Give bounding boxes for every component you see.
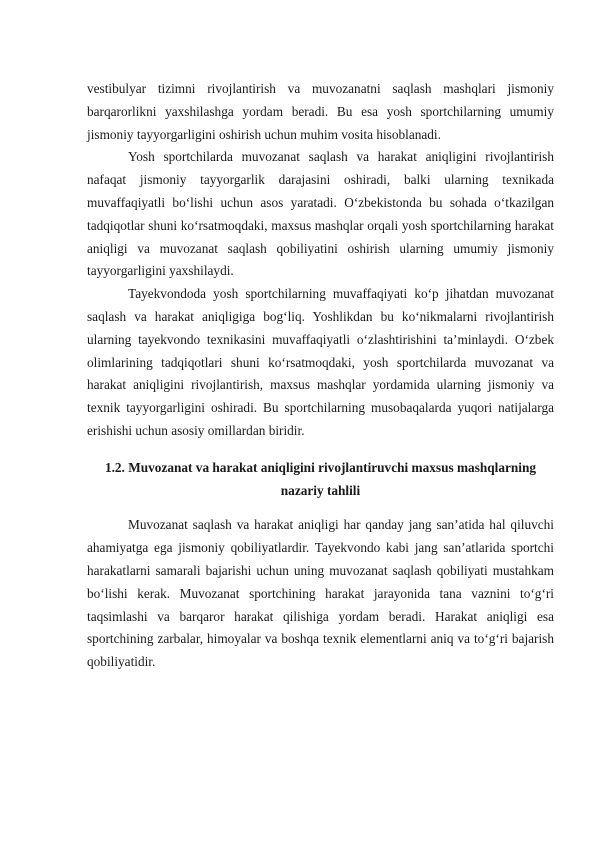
- paragraph-3: Tayekvondoda yosh sportchilarning muvaffaqiyati ko‘p jihatdan muvozanat saqlash va harakat aniqligiga bog‘liq. Yoshlikdan bu ko‘nikmalarni rivojlantirish ularning tayekvondo texnikasini muvaffaqiyatli o‘zlashtirishini ta’minlaydi. O‘zbek olimlarining tadqiqotlari shuni ko‘rsatmoqdaki, yosh sportchilarda muvozanat va harakat aniqligini rivojlantirish, maxsus mashqlar yordamida ularning jismoniy va texnik tayyorgarligini oshiradi. Bu sportchilarning musobaqalarda yuqori natijalarga erishishi uchun asosiy omillardan biridir.: [87, 286, 554, 438]
- paragraph-2: Yosh sportchilarda muvozanat saqlash va harakat aniqligini rivojlantirish nafaqat jismoniy tayyorgarlik darajasini oshiradi, balki ularning texnikada muvaffaqiyatli bo‘lishi uchun asos yaratadi. O‘zbekistonda bu sohada o‘tkazilgan tadqiqotlar shuni ko‘rsatmoqdaki, maxsus mashqlar orqali yosh sportchilarning harakat aniqligi va muvozanat saqlash qobiliyatini oshirish ularning umumiy jismoniy tayyorgarligini yaxshilaydi.: [87, 149, 554, 279]
- document-page: [87, 78, 554, 674]
- paragraph-1: vestibulyar tizimni rivojlantirish va muvozanatni saqlash mashqlari jismoniy barqarorlikni yaxshilashga yordam beradi. Bu esa yosh sportchilarning umumiy jismoniy tayyorgarligini oshirish uchun muhim vosita hisoblanadi.: [87, 81, 554, 142]
- paragraph-4: Muvozanat saqlash va harakat aniqligi har qanday jang san’atida hal qiluvchi ahamiyatga ega jismoniy qobiliyatlardir. Tayekvondo kabi jang san’atlarida sportchi harakatlarni samarali bajarishi uchun uning muvozanat saqlash qobiliyati mustahkam bo‘lishi kerak. Muvozanat sportchining harakat jarayonida tana vaznini to‘g‘ri taqsimlashi va barqaror harakat qilishiga yordam beradi. Harakat aniqligi esa sportchining zarbalar, himoyalar va boshqa texnik elementlarni aniq va to‘g‘ri bajarish qobiliyatidir.: [87, 517, 554, 670]
- section-heading: 1.2. Muvozanat va harakat aniqligini rivojlantiruvchi maxsus mashqlarning nazariy tahlili: [104, 459, 537, 498]
